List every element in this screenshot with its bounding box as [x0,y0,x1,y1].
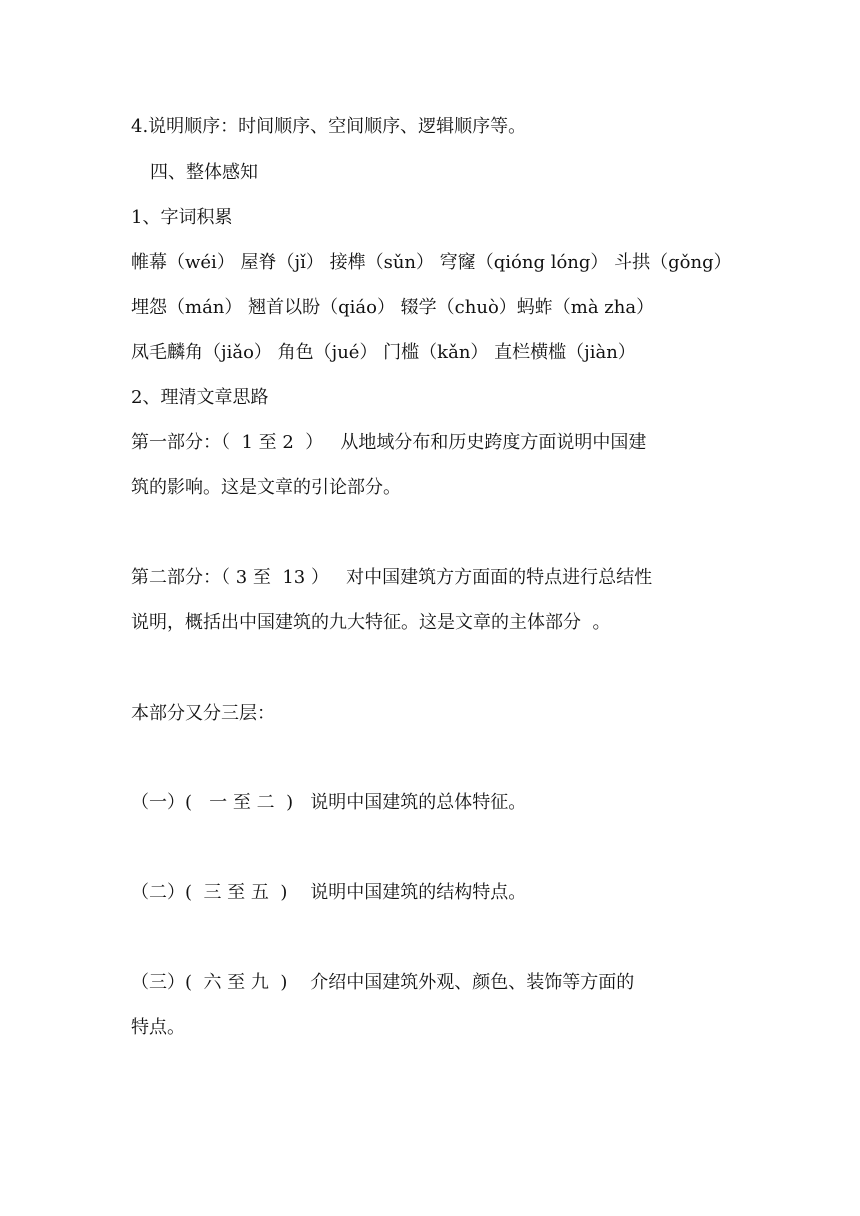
subheading-article-structure: 2、理清文章思路 [131,387,269,408]
part-one-line-2: 筑的影响。这是文章的引论部分。 [131,477,401,498]
vocabulary-line-3: 凤毛麟角（jiǎo） 角色（jué） 门槛（kǎn） 直栏横槛（jiàn） [131,342,636,363]
section-heading-overall-perception: 四、整体感知 [150,162,258,183]
layers-intro: 本部分又分三层： [131,703,275,724]
vocabulary-line-2: 埋怨（mán） 翘首以盼（qiáo） 辍学（chuò）蚂蚱（mà zha） [131,297,655,318]
part-two-line-1: 第二部分：（ 3 至 13 ） 对中国建筑方方面面的特点进行总结性 [131,567,653,588]
part-two-line-2: 说明，概括出中国建筑的九大特征。这是文章的主体部分 。 [131,612,611,633]
layer-three-line-1: （三）( 六 至 九 ) 介绍中国建筑外观、颜色、装饰等方面的 [131,972,635,993]
layer-three-line-2: 特点。 [131,1017,185,1038]
subheading-vocabulary: 1、字词积累 [131,207,233,228]
text-line-explanation-order: 4.说明顺序：时间顺序、空间顺序、逻辑顺序等。 [131,116,527,137]
vocabulary-line-1: 帷幕（wéi） 屋脊（jǐ） 接榫（sǔn） 穹窿（qióng lóng） 斗拱（gǒng） [131,252,732,273]
layer-two: （二）( 三 至 五 ) 说明中国建筑的结构特点。 [131,882,527,903]
layer-one: （一）( 一 至 二 ) 说明中国建筑的总体特征。 [131,792,527,813]
part-one-line-1: 第一部分：（ 1 至 2 ） 从地域分布和历史跨度方面说明中国建 [131,432,647,453]
